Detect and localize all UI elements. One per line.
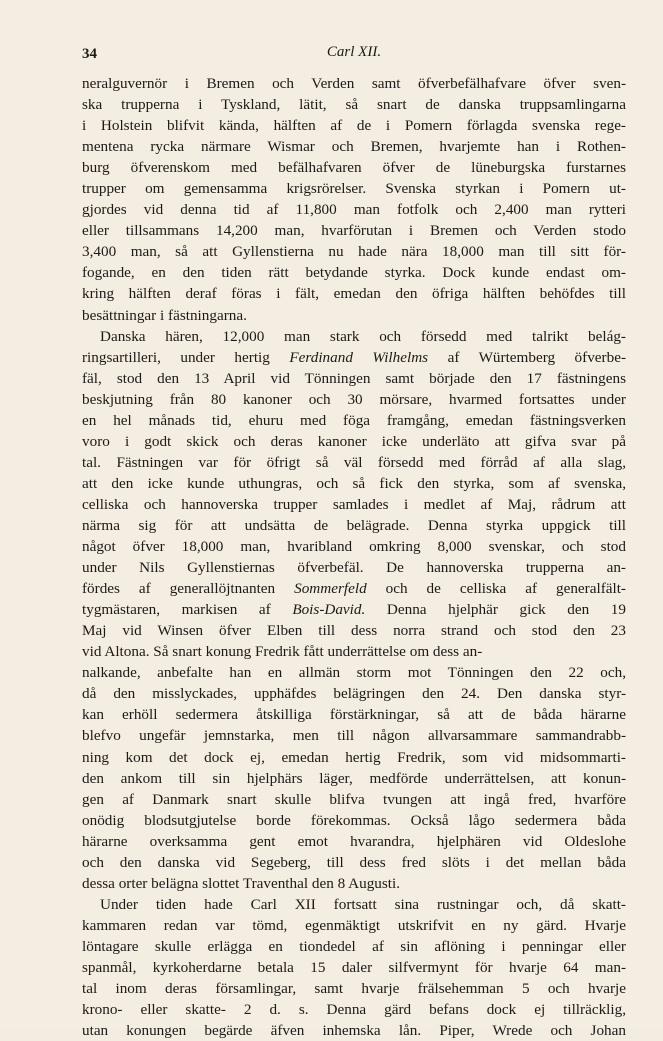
text-line (82, 410, 626, 431)
text-line (82, 915, 626, 936)
text-line (82, 620, 626, 641)
italic-name: Bois-David. (292, 601, 366, 619)
text-line (82, 136, 626, 157)
text-line (82, 368, 626, 389)
page-header (82, 44, 626, 68)
italic-name: Ferdinand Wilhelms (289, 348, 429, 366)
text-line (82, 852, 626, 873)
italic-name: Sommerfeld (294, 580, 367, 598)
text-segment: voro i godt skick och deras kanoner icke underläto att gifva svar på (82, 432, 626, 450)
text-line (82, 725, 626, 746)
text-segment: kan erhöll sedermera åtskilliga förstärkningar, så att de båda härarne (82, 706, 626, 724)
text-segment: tal inom deras församlingar, samt hvarje frälsehemman 5 och hvarje (82, 980, 626, 998)
text-segment: härarne overksamma gent emot hvarandra, hjelphären vid Oldeslohe (82, 832, 626, 850)
text-line (82, 641, 626, 662)
text-line (82, 894, 626, 915)
text-line (82, 578, 626, 599)
text-line (82, 73, 626, 94)
text-line (82, 810, 626, 831)
text-line (82, 326, 626, 347)
text-line (82, 347, 626, 368)
text-segment: Maj vid Winsen öfver Elben till dess norra strand och stod den 23 (82, 622, 626, 640)
text-line (82, 978, 626, 999)
text-segment: och de celliska af generalfält- (366, 580, 626, 598)
text-segment: krono- eller skatte- 2 d. s. Denna gärd befans dock ej tillräcklig, (82, 1001, 626, 1019)
text-line (82, 431, 626, 452)
text-segment: tal. Fästningen var för öfrigt så väl försedd med förråd af alla slag, (82, 453, 626, 471)
text-segment: ning kom det dock ej, emedan hertig Fredrik, som vid midsommarti- (82, 748, 626, 766)
text-line (82, 999, 626, 1020)
text-segment: fäl, stod den 13 April vid Tönningen samt började den 17 fästningens (82, 369, 626, 387)
text-segment: onödig blodsutgjutelse borde förekommas. Också lågo sedermera båda (82, 811, 626, 829)
running-title: Carl XII. (326, 44, 382, 60)
text-segment: närma sig för att undsätta de belägrade. Denna styrka uppgick till (82, 516, 626, 534)
text-segment: neralguvernör i Bremen och Verden samt öfverbefälhafvare öfver sven- (82, 75, 626, 92)
text-line (82, 599, 626, 620)
text-line (82, 1020, 626, 1041)
text-line (82, 494, 626, 515)
text-segment: gen af Danmark snart skulle blifva tvungen att ingå fred, hvarföre (82, 790, 626, 808)
text-segment: Danska hären, 12,000 man stark och försedd med talrikt belág- (100, 327, 626, 345)
text-line (82, 873, 626, 894)
text-segment: under Nils Gyllenstiernas öfverbefäl. De hannoverska trupperna an- (82, 559, 626, 577)
text-line (82, 220, 626, 241)
text-line (82, 94, 626, 115)
text-line (82, 768, 626, 789)
text-segment: i Holstein blifvit kända, hälften af de i Pomern förlagda svenska rege- (82, 117, 626, 135)
text-line (82, 515, 626, 536)
text-line (82, 115, 626, 136)
text-line (82, 241, 626, 262)
text-segment: något öfver 18,000 man, hvaribland omkring 8,000 svenskar, och stod (82, 538, 626, 556)
text-segment: trupper om gemensamma krigsrörelser. Svenska styrkan i Pomern ut- (82, 180, 626, 198)
text-segment: ringsartilleri, under hertig (82, 348, 290, 366)
text-segment: kammaren redan var tömd, egenmäktigt utskrifvit en ny gärd. Hvarje (82, 916, 626, 934)
text-line (82, 957, 626, 978)
text-segment: celliska och hannoverska trupper samlades i medlet af Maj, rådrum att (82, 495, 626, 513)
text-segment: besättningar i fästningarna. (82, 306, 247, 324)
text-line (82, 389, 626, 410)
text-segment: dessa orter belägna slottet Traventhal den 8 Augusti. (82, 874, 401, 892)
text-segment: vid Altona. Så snart konung Fredrik fått underrättelse om dess an- (82, 643, 483, 661)
body-text (82, 73, 626, 1041)
text-segment: eller tillsammans 14,200 man, hvarförutan i Bremen och Verden stodo (82, 222, 626, 240)
text-segment: kring hälften deraf föras i fält, emedan den öfriga hälften behöfdes till (82, 285, 626, 303)
text-line (82, 789, 626, 810)
text-line (82, 305, 626, 326)
text-segment: då den misslyckades, upphäfdes belägringen den 24. Den danska styr- (82, 685, 626, 703)
text-segment: 3,400 man, så att Gyllenstierna nu hade nära 18,000 man till sitt för- (82, 243, 626, 261)
text-line (82, 157, 626, 178)
text-line (82, 452, 626, 473)
text-segment: fördes af generallöjtnanten (82, 580, 295, 598)
text-segment: och den danska vid Segeberg, till dess fred slöts i det mellan båda (82, 853, 626, 871)
text-segment: den ankom till sin hjelphärs läger, medförde underrättelsen, att konun- (82, 769, 626, 787)
text-segment: fogande, en den tiden rätt betydande styrka. Dock kunde endast om- (82, 264, 626, 282)
text-segment: beskjutning från 80 kanoner och 30 mörsare, hvarmed fortsattes under (82, 390, 626, 408)
text-segment: nalkande, anbefalte han en allmän storm mot Tönningen den 22 och, (82, 664, 626, 682)
text-line (82, 473, 626, 494)
text-segment: löntagare skulle erlägga en tiondedel af sin aflöning i penningar eller (82, 937, 626, 955)
text-line (82, 936, 626, 957)
text-segment: mentena rycka närmare Wismar och Bremen, hvarjemte han i Rothen- (82, 138, 626, 156)
text-segment: af Würtemberg öfverbe- (428, 348, 626, 366)
text-segment: tygmästaren, markisen af (82, 601, 293, 619)
page-number: 34 (82, 46, 97, 62)
text-segment: att den icke kunde uthungras, och så fick den styrka, som af svenska, (82, 474, 626, 492)
text-line (82, 683, 626, 704)
text-segment: ska trupperna i Tyskland, lätit, så snart de danska truppsamlingarna (82, 96, 626, 114)
text-segment: utan konungen begärde äfven inhemska lån. Piper, Wrede och Johan (82, 1022, 626, 1040)
text-line (82, 557, 626, 578)
text-segment: Denna hjelphär gick den 19 (365, 601, 626, 619)
text-segment: burg öfverenskom med befälhafvaren öfver de lüneburgska furstarnes (82, 159, 626, 177)
text-segment: spanmål, kyrkoherdarne betala 15 daler silfvermynt för hvarje 64 man- (82, 958, 626, 976)
text-line (82, 747, 626, 768)
text-line (82, 536, 626, 557)
text-segment: blefvo ungefär jemnstarka, men till någon allvarsammare sammandrabb- (82, 727, 626, 745)
text-line (82, 831, 626, 852)
text-line (82, 178, 626, 199)
text-segment: gjordes vid denna tid af 11,800 man fotfolk och 2,400 man rytteri (82, 201, 626, 219)
text-line (82, 199, 626, 220)
text-segment: Under tiden hade Carl XII fortsatt sina rustningar och, då skatt- (100, 895, 626, 913)
text-line (82, 662, 626, 683)
text-line (82, 262, 626, 283)
text-segment: en hel månads tid, ehuru med föga framgång, emedan fästningsverken (82, 411, 626, 429)
text-line (82, 283, 626, 304)
text-line (82, 704, 626, 725)
